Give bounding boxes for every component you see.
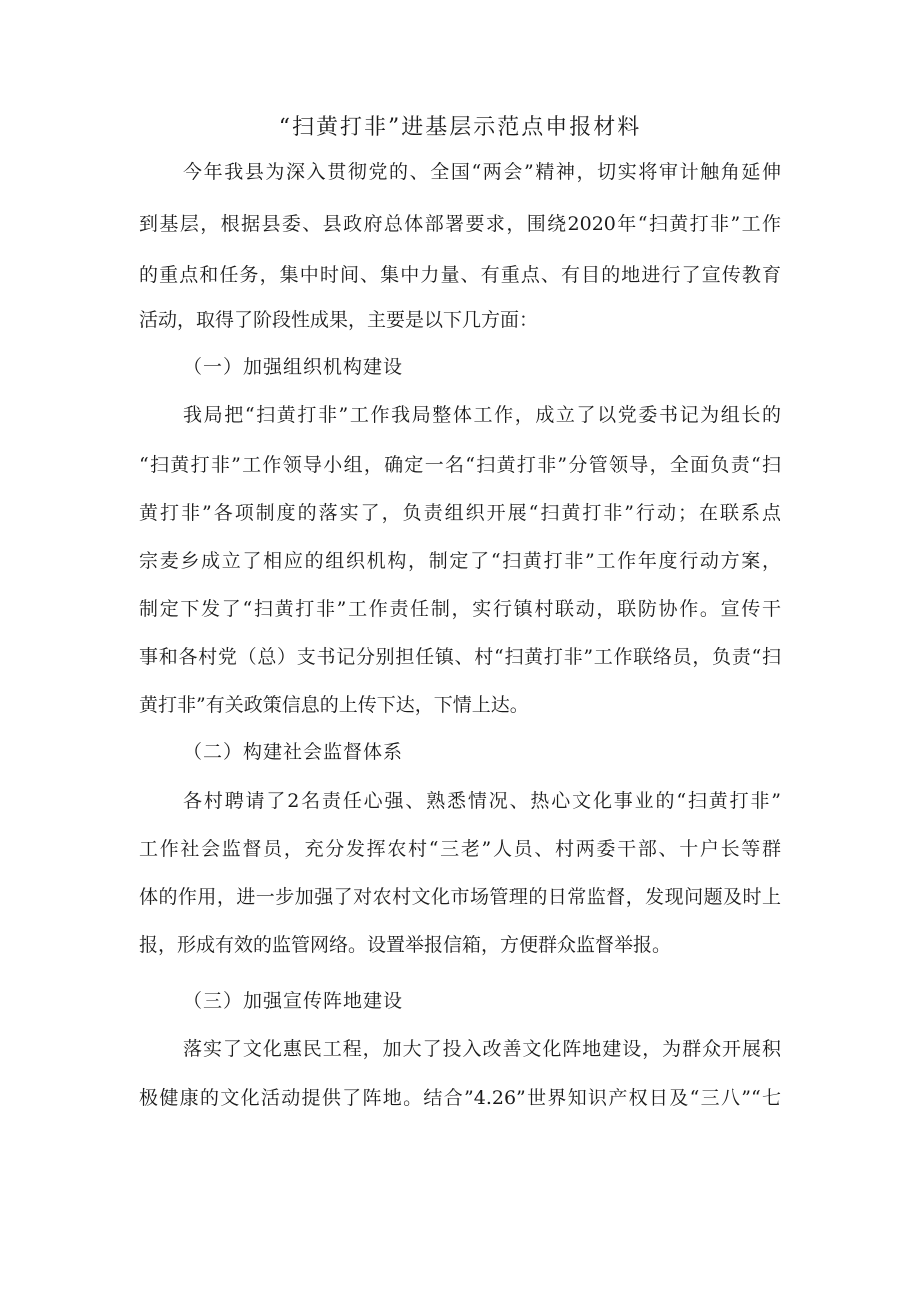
intro-line: 今年我县为深入贯彻党的、全国“两会”精神，切实将审计触角延伸 — [183, 161, 781, 183]
section-heading: （一）加强组织机构建设 — [183, 356, 404, 378]
intro-line: 活动，取得了阶段性成果，主要是以下几方面： — [139, 309, 539, 331]
section-heading: （二）构建社会监督体系 — [183, 741, 404, 763]
intro-line: 的重点和任务，集中时间、集中力量、有重点、有目的地进行了宣传教育 — [139, 264, 781, 286]
document-title: “扫黄打非”进基层示范点申报材料 — [278, 115, 642, 140]
section-heading: （三）加强宣传阵地建设 — [183, 990, 404, 1012]
body-line: 宗麦乡成立了相应的组织机构，制定了“扫黄打非”工作年度行动方案， — [139, 550, 781, 572]
body-line: 制定下发了“扫黄打非”工作责任制，实行镇村联动，联防协作。宣传干 — [139, 598, 781, 620]
body-line: 体的作用，进一步加强了对农村文化市场管理的日常监督，发现问题及时上 — [139, 886, 781, 908]
body-line: 事和各村党（总）支书记分别担任镇、村“扫黄打非”工作联络员，负责“扫 — [139, 646, 781, 668]
body-line: 黄打非”有关政策信息的上传下达，下情上达。 — [139, 694, 529, 716]
body-line: 我局把“扫黄打非”工作我局整体工作，成立了以党委书记为组长的 — [183, 404, 781, 426]
body-line: 各村聘请了2名责任心强、熟悉情况、热心文化事业的“扫黄打非” — [183, 790, 781, 812]
body-line: 工作社会监督员，充分发挥农村“三老”人员、村两委干部、十户长等群 — [139, 838, 781, 860]
intro-line: 到基层，根据县委、县政府总体部署要求，围绕2020年“扫黄打非”工作 — [139, 213, 781, 235]
body-line: “扫黄打非”工作领导小组，确定一名“扫黄打非”分管领导，全面负责“扫 — [139, 454, 781, 476]
body-line: 极健康的文化活动提供了阵地。结合”4.26”世界知识产权日及“三八”“七 — [139, 1087, 781, 1109]
body-line: 黄打非”各项制度的落实了，负责组织开展“扫黄打非”行动；在联系点 — [139, 502, 781, 524]
body-line: 落实了文化惠民工程，加大了投入改善文化阵地建设，为群众开展积 — [183, 1038, 781, 1060]
body-line: 报，形成有效的监管网络。设置举报信箱，方便群众监督举报。 — [139, 934, 672, 956]
